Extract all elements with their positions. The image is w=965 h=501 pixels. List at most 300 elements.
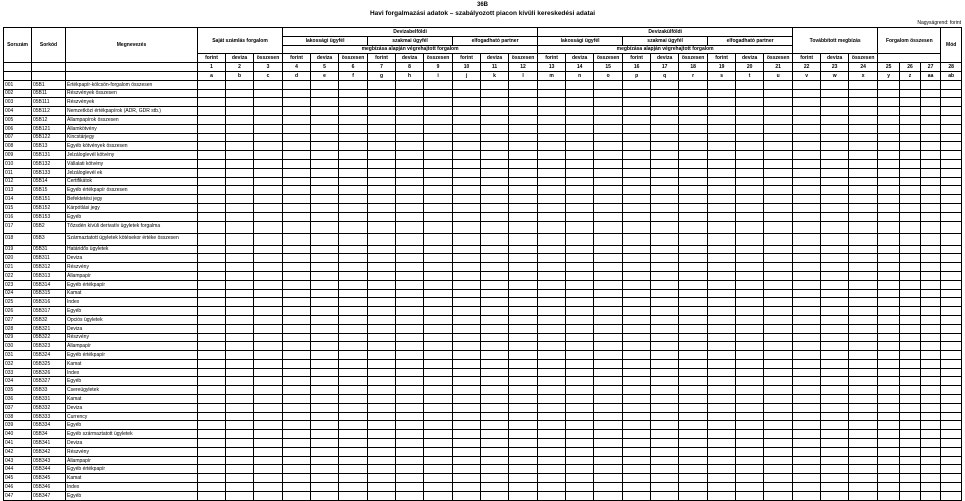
value-cell[interactable]	[311, 245, 339, 254]
value-cell[interactable]	[764, 168, 793, 177]
value-cell[interactable]	[920, 159, 941, 168]
value-cell[interactable]	[538, 221, 566, 233]
value-cell[interactable]	[368, 465, 396, 474]
value-cell[interactable]	[651, 89, 679, 98]
value-cell[interactable]	[453, 324, 481, 333]
value-cell[interactable]	[941, 342, 962, 351]
value-cell[interactable]	[736, 395, 764, 404]
value-cell[interactable]	[566, 359, 594, 368]
value-cell[interactable]	[900, 491, 921, 500]
value-cell[interactable]	[453, 115, 481, 124]
value-cell[interactable]	[396, 474, 424, 483]
value-cell[interactable]	[311, 474, 339, 483]
value-cell[interactable]	[920, 368, 941, 377]
value-cell[interactable]	[900, 177, 921, 186]
value-cell[interactable]	[793, 289, 821, 298]
value-cell[interactable]	[453, 395, 481, 404]
value-cell[interactable]	[708, 271, 736, 280]
value-cell[interactable]	[623, 245, 651, 254]
value-cell[interactable]	[226, 465, 254, 474]
value-cell[interactable]	[311, 412, 339, 421]
value-cell[interactable]	[920, 342, 941, 351]
value-cell[interactable]	[538, 395, 566, 404]
value-cell[interactable]	[594, 177, 623, 186]
value-cell[interactable]	[793, 80, 821, 89]
value-cell[interactable]	[708, 233, 736, 245]
value-cell[interactable]	[254, 142, 283, 151]
value-cell[interactable]	[226, 456, 254, 465]
value-cell[interactable]	[368, 221, 396, 233]
value-cell[interactable]	[849, 89, 878, 98]
value-cell[interactable]	[198, 221, 226, 233]
value-cell[interactable]	[623, 280, 651, 289]
value-cell[interactable]	[849, 289, 878, 298]
value-cell[interactable]	[396, 151, 424, 160]
value-cell[interactable]	[679, 395, 708, 404]
value-cell[interactable]	[368, 333, 396, 342]
value-cell[interactable]	[481, 107, 509, 116]
value-cell[interactable]	[566, 324, 594, 333]
value-cell[interactable]	[538, 124, 566, 133]
value-cell[interactable]	[481, 289, 509, 298]
value-cell[interactable]	[396, 412, 424, 421]
value-cell[interactable]	[368, 115, 396, 124]
value-cell[interactable]	[764, 307, 793, 316]
value-cell[interactable]	[849, 333, 878, 342]
value-cell[interactable]	[339, 159, 368, 168]
value-cell[interactable]	[878, 177, 900, 186]
value-cell[interactable]	[679, 168, 708, 177]
value-cell[interactable]	[453, 430, 481, 439]
value-cell[interactable]	[254, 263, 283, 272]
value-cell[interactable]	[368, 395, 396, 404]
value-cell[interactable]	[226, 289, 254, 298]
value-cell[interactable]	[254, 168, 283, 177]
value-cell[interactable]	[821, 342, 849, 351]
value-cell[interactable]	[311, 483, 339, 492]
value-cell[interactable]	[254, 133, 283, 142]
value-cell[interactable]	[764, 386, 793, 395]
value-cell[interactable]	[509, 333, 538, 342]
value-cell[interactable]	[679, 421, 708, 430]
value-cell[interactable]	[878, 159, 900, 168]
value-cell[interactable]	[623, 221, 651, 233]
value-cell[interactable]	[283, 212, 311, 221]
value-cell[interactable]	[311, 403, 339, 412]
value-cell[interactable]	[793, 233, 821, 245]
value-cell[interactable]	[481, 483, 509, 492]
value-cell[interactable]	[396, 289, 424, 298]
value-cell[interactable]	[900, 168, 921, 177]
value-cell[interactable]	[594, 151, 623, 160]
value-cell[interactable]	[198, 465, 226, 474]
value-cell[interactable]	[821, 351, 849, 360]
value-cell[interactable]	[339, 245, 368, 254]
value-cell[interactable]	[538, 474, 566, 483]
value-cell[interactable]	[396, 280, 424, 289]
value-cell[interactable]	[651, 124, 679, 133]
value-cell[interactable]	[623, 395, 651, 404]
value-cell[interactable]	[900, 115, 921, 124]
value-cell[interactable]	[481, 307, 509, 316]
value-cell[interactable]	[849, 168, 878, 177]
value-cell[interactable]	[764, 212, 793, 221]
value-cell[interactable]	[254, 403, 283, 412]
value-cell[interactable]	[941, 212, 962, 221]
value-cell[interactable]	[226, 307, 254, 316]
value-cell[interactable]	[453, 298, 481, 307]
value-cell[interactable]	[339, 351, 368, 360]
value-cell[interactable]	[941, 483, 962, 492]
value-cell[interactable]	[920, 333, 941, 342]
value-cell[interactable]	[453, 245, 481, 254]
value-cell[interactable]	[538, 342, 566, 351]
value-cell[interactable]	[226, 115, 254, 124]
value-cell[interactable]	[566, 245, 594, 254]
value-cell[interactable]	[849, 403, 878, 412]
value-cell[interactable]	[736, 447, 764, 456]
value-cell[interactable]	[254, 159, 283, 168]
value-cell[interactable]	[878, 89, 900, 98]
value-cell[interactable]	[311, 263, 339, 272]
value-cell[interactable]	[736, 386, 764, 395]
value-cell[interactable]	[764, 89, 793, 98]
value-cell[interactable]	[920, 421, 941, 430]
value-cell[interactable]	[849, 359, 878, 368]
value-cell[interactable]	[651, 412, 679, 421]
value-cell[interactable]	[900, 351, 921, 360]
value-cell[interactable]	[878, 142, 900, 151]
value-cell[interactable]	[764, 159, 793, 168]
value-cell[interactable]	[679, 115, 708, 124]
value-cell[interactable]	[679, 430, 708, 439]
value-cell[interactable]	[311, 368, 339, 377]
value-cell[interactable]	[566, 133, 594, 142]
value-cell[interactable]	[424, 133, 453, 142]
value-cell[interactable]	[679, 465, 708, 474]
value-cell[interactable]	[538, 254, 566, 263]
value-cell[interactable]	[708, 280, 736, 289]
value-cell[interactable]	[509, 186, 538, 195]
value-cell[interactable]	[679, 289, 708, 298]
value-cell[interactable]	[900, 395, 921, 404]
value-cell[interactable]	[311, 359, 339, 368]
value-cell[interactable]	[941, 133, 962, 142]
value-cell[interactable]	[566, 124, 594, 133]
value-cell[interactable]	[708, 289, 736, 298]
value-cell[interactable]	[396, 177, 424, 186]
value-cell[interactable]	[821, 133, 849, 142]
value-cell[interactable]	[509, 98, 538, 107]
value-cell[interactable]	[283, 491, 311, 500]
value-cell[interactable]	[708, 80, 736, 89]
value-cell[interactable]	[793, 151, 821, 160]
value-cell[interactable]	[793, 333, 821, 342]
value-cell[interactable]	[566, 142, 594, 151]
value-cell[interactable]	[509, 474, 538, 483]
value-cell[interactable]	[594, 159, 623, 168]
value-cell[interactable]	[793, 280, 821, 289]
value-cell[interactable]	[566, 368, 594, 377]
value-cell[interactable]	[941, 124, 962, 133]
value-cell[interactable]	[254, 307, 283, 316]
value-cell[interactable]	[623, 342, 651, 351]
value-cell[interactable]	[651, 142, 679, 151]
value-cell[interactable]	[509, 89, 538, 98]
value-cell[interactable]	[736, 412, 764, 421]
value-cell[interactable]	[396, 115, 424, 124]
value-cell[interactable]	[509, 403, 538, 412]
value-cell[interactable]	[920, 168, 941, 177]
value-cell[interactable]	[538, 298, 566, 307]
value-cell[interactable]	[793, 115, 821, 124]
value-cell[interactable]	[736, 483, 764, 492]
value-cell[interactable]	[283, 107, 311, 116]
value-cell[interactable]	[793, 89, 821, 98]
value-cell[interactable]	[764, 430, 793, 439]
value-cell[interactable]	[339, 430, 368, 439]
value-cell[interactable]	[623, 124, 651, 133]
value-cell[interactable]	[339, 107, 368, 116]
value-cell[interactable]	[736, 80, 764, 89]
value-cell[interactable]	[594, 263, 623, 272]
value-cell[interactable]	[566, 333, 594, 342]
value-cell[interactable]	[424, 115, 453, 124]
value-cell[interactable]	[793, 98, 821, 107]
value-cell[interactable]	[339, 98, 368, 107]
value-cell[interactable]	[311, 491, 339, 500]
value-cell[interactable]	[538, 142, 566, 151]
value-cell[interactable]	[793, 254, 821, 263]
value-cell[interactable]	[900, 98, 921, 107]
value-cell[interactable]	[453, 483, 481, 492]
value-cell[interactable]	[878, 233, 900, 245]
value-cell[interactable]	[679, 89, 708, 98]
value-cell[interactable]	[226, 107, 254, 116]
value-cell[interactable]	[736, 298, 764, 307]
value-cell[interactable]	[878, 456, 900, 465]
value-cell[interactable]	[764, 298, 793, 307]
value-cell[interactable]	[566, 307, 594, 316]
value-cell[interactable]	[679, 333, 708, 342]
value-cell[interactable]	[538, 359, 566, 368]
value-cell[interactable]	[453, 368, 481, 377]
value-cell[interactable]	[708, 359, 736, 368]
value-cell[interactable]	[623, 439, 651, 448]
value-cell[interactable]	[764, 98, 793, 107]
value-cell[interactable]	[623, 307, 651, 316]
value-cell[interactable]	[311, 98, 339, 107]
value-cell[interactable]	[198, 142, 226, 151]
value-cell[interactable]	[821, 491, 849, 500]
value-cell[interactable]	[424, 474, 453, 483]
value-cell[interactable]	[368, 177, 396, 186]
value-cell[interactable]	[708, 368, 736, 377]
value-cell[interactable]	[764, 80, 793, 89]
value-cell[interactable]	[254, 107, 283, 116]
value-cell[interactable]	[849, 491, 878, 500]
value-cell[interactable]	[651, 491, 679, 500]
value-cell[interactable]	[481, 351, 509, 360]
value-cell[interactable]	[396, 298, 424, 307]
value-cell[interactable]	[878, 254, 900, 263]
value-cell[interactable]	[651, 107, 679, 116]
value-cell[interactable]	[424, 395, 453, 404]
value-cell[interactable]	[821, 254, 849, 263]
value-cell[interactable]	[679, 80, 708, 89]
value-cell[interactable]	[651, 98, 679, 107]
value-cell[interactable]	[736, 430, 764, 439]
value-cell[interactable]	[708, 212, 736, 221]
value-cell[interactable]	[226, 395, 254, 404]
value-cell[interactable]	[283, 159, 311, 168]
value-cell[interactable]	[509, 151, 538, 160]
value-cell[interactable]	[538, 177, 566, 186]
value-cell[interactable]	[941, 386, 962, 395]
value-cell[interactable]	[566, 263, 594, 272]
value-cell[interactable]	[226, 254, 254, 263]
value-cell[interactable]	[509, 254, 538, 263]
value-cell[interactable]	[283, 98, 311, 107]
value-cell[interactable]	[878, 412, 900, 421]
value-cell[interactable]	[594, 315, 623, 324]
value-cell[interactable]	[481, 233, 509, 245]
value-cell[interactable]	[764, 186, 793, 195]
value-cell[interactable]	[254, 465, 283, 474]
value-cell[interactable]	[594, 289, 623, 298]
value-cell[interactable]	[793, 359, 821, 368]
value-cell[interactable]	[509, 351, 538, 360]
value-cell[interactable]	[283, 359, 311, 368]
value-cell[interactable]	[920, 439, 941, 448]
value-cell[interactable]	[396, 271, 424, 280]
value-cell[interactable]	[941, 307, 962, 316]
value-cell[interactable]	[651, 333, 679, 342]
value-cell[interactable]	[821, 386, 849, 395]
value-cell[interactable]	[538, 263, 566, 272]
value-cell[interactable]	[368, 254, 396, 263]
value-cell[interactable]	[941, 368, 962, 377]
value-cell[interactable]	[679, 456, 708, 465]
value-cell[interactable]	[594, 124, 623, 133]
value-cell[interactable]	[538, 80, 566, 89]
value-cell[interactable]	[396, 245, 424, 254]
value-cell[interactable]	[368, 98, 396, 107]
value-cell[interactable]	[941, 107, 962, 116]
value-cell[interactable]	[849, 386, 878, 395]
value-cell[interactable]	[283, 133, 311, 142]
value-cell[interactable]	[311, 377, 339, 386]
value-cell[interactable]	[821, 168, 849, 177]
value-cell[interactable]	[764, 377, 793, 386]
value-cell[interactable]	[226, 377, 254, 386]
value-cell[interactable]	[793, 159, 821, 168]
value-cell[interactable]	[453, 177, 481, 186]
value-cell[interactable]	[651, 271, 679, 280]
value-cell[interactable]	[396, 439, 424, 448]
value-cell[interactable]	[396, 368, 424, 377]
value-cell[interactable]	[623, 98, 651, 107]
value-cell[interactable]	[708, 465, 736, 474]
value-cell[interactable]	[878, 430, 900, 439]
value-cell[interactable]	[623, 377, 651, 386]
value-cell[interactable]	[396, 212, 424, 221]
value-cell[interactable]	[623, 289, 651, 298]
value-cell[interactable]	[708, 133, 736, 142]
value-cell[interactable]	[764, 203, 793, 212]
value-cell[interactable]	[764, 368, 793, 377]
value-cell[interactable]	[878, 221, 900, 233]
value-cell[interactable]	[764, 421, 793, 430]
value-cell[interactable]	[878, 168, 900, 177]
value-cell[interactable]	[453, 315, 481, 324]
value-cell[interactable]	[623, 465, 651, 474]
value-cell[interactable]	[594, 280, 623, 289]
value-cell[interactable]	[198, 368, 226, 377]
value-cell[interactable]	[198, 263, 226, 272]
value-cell[interactable]	[920, 233, 941, 245]
value-cell[interactable]	[311, 430, 339, 439]
value-cell[interactable]	[339, 421, 368, 430]
value-cell[interactable]	[198, 212, 226, 221]
value-cell[interactable]	[396, 107, 424, 116]
value-cell[interactable]	[538, 403, 566, 412]
value-cell[interactable]	[566, 456, 594, 465]
value-cell[interactable]	[900, 465, 921, 474]
value-cell[interactable]	[566, 298, 594, 307]
value-cell[interactable]	[623, 430, 651, 439]
value-cell[interactable]	[594, 142, 623, 151]
value-cell[interactable]	[821, 177, 849, 186]
value-cell[interactable]	[849, 159, 878, 168]
value-cell[interactable]	[821, 403, 849, 412]
value-cell[interactable]	[821, 80, 849, 89]
value-cell[interactable]	[623, 421, 651, 430]
value-cell[interactable]	[941, 151, 962, 160]
value-cell[interactable]	[396, 263, 424, 272]
value-cell[interactable]	[793, 221, 821, 233]
value-cell[interactable]	[849, 351, 878, 360]
value-cell[interactable]	[708, 307, 736, 316]
value-cell[interactable]	[509, 263, 538, 272]
value-cell[interactable]	[339, 368, 368, 377]
value-cell[interactable]	[339, 483, 368, 492]
value-cell[interactable]	[339, 359, 368, 368]
value-cell[interactable]	[793, 177, 821, 186]
value-cell[interactable]	[878, 439, 900, 448]
value-cell[interactable]	[226, 89, 254, 98]
value-cell[interactable]	[793, 124, 821, 133]
value-cell[interactable]	[311, 195, 339, 204]
value-cell[interactable]	[311, 115, 339, 124]
value-cell[interactable]	[481, 115, 509, 124]
value-cell[interactable]	[509, 107, 538, 116]
value-cell[interactable]	[453, 465, 481, 474]
value-cell[interactable]	[509, 80, 538, 89]
value-cell[interactable]	[900, 245, 921, 254]
value-cell[interactable]	[736, 221, 764, 233]
value-cell[interactable]	[708, 447, 736, 456]
value-cell[interactable]	[849, 177, 878, 186]
value-cell[interactable]	[941, 377, 962, 386]
value-cell[interactable]	[679, 403, 708, 412]
value-cell[interactable]	[793, 315, 821, 324]
value-cell[interactable]	[481, 342, 509, 351]
value-cell[interactable]	[849, 98, 878, 107]
value-cell[interactable]	[708, 263, 736, 272]
value-cell[interactable]	[764, 359, 793, 368]
value-cell[interactable]	[339, 439, 368, 448]
